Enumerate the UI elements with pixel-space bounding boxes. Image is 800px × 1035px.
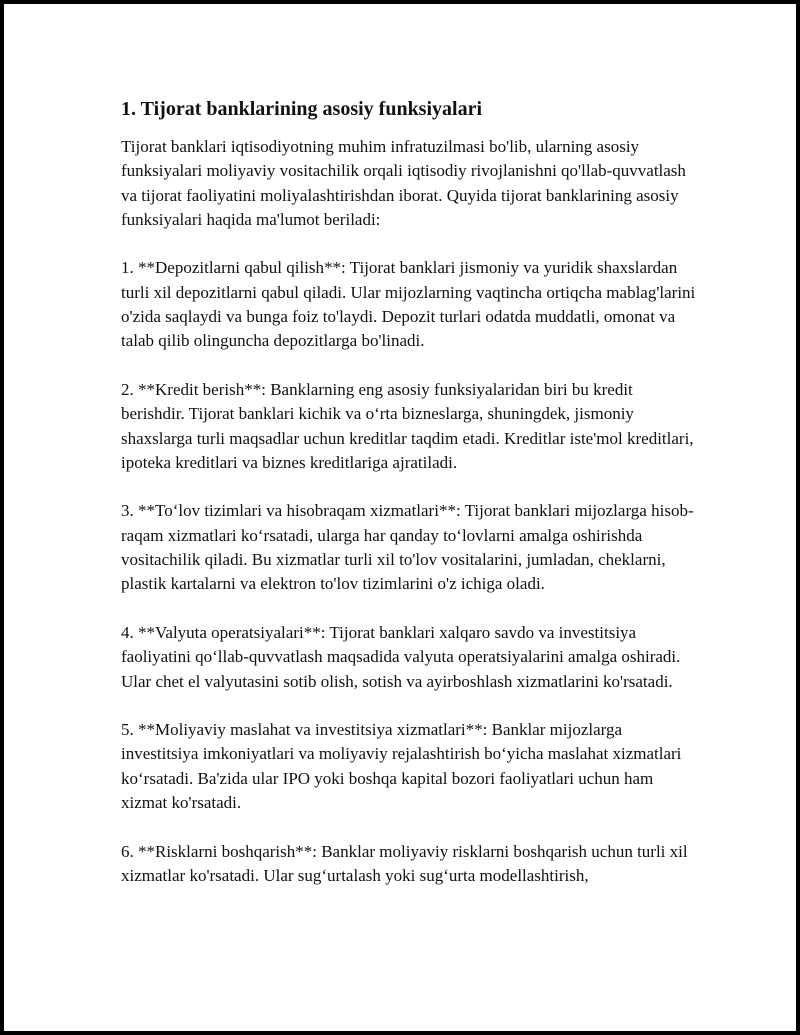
list-item-depozitlar: 1. **Depozitlarni qabul qilish**: Tijorat banklari jismoniy va yuridik shaxslardan turli xil depozitlarni qabul qiladi. Ular mijozlarning vaqtincha ortiqcha mablag'larini o'zida saqlaydi va bunga foiz to'laydi. Depozit turlari odatda muddatli, omonat va talab qilib olinguncha depozitlarga bo'linadi. bbox=[121, 258, 696, 351]
list-item-maslahat: 5. **Moliyaviy maslahat va investitsiya xizmatlari**: Banklar mijozlarga investitsiya imkoniyatlari va moliyaviy rejalashtirish bo‘yicha maslahat xizmatlari ko‘rsatadi. Ba'zida ular IPO yoki boshqa kapital bozori faoliyatlari uchun ham xizmat ko'rsatadi. bbox=[121, 720, 682, 813]
document-title: 1. Tijorat banklarining asosiy funksiyalari bbox=[121, 98, 483, 120]
list-item-kredit: 2. **Kredit berish**: Banklarning eng asosiy funksiyalaridan biri bu kredit berishdir. Tijorat banklari kichik va o‘rta bizneslarga, shuningdek, jismoniy shaxslarga turli maqsadlar uchun kreditlar taqdim etadi. Kreditlar iste'mol kreditlari, ipoteka kreditlari va biznes kreditlariga ajratiladi. bbox=[121, 379, 694, 472]
list-item-valyuta: 4. **Valyuta operatsiyalari**: Tijorat banklari xalqaro savdo va investitsiya faoliyatini qo‘llab-quvvatlash maqsadida valyuta operatsiyalarini amalga oshiradi. Ular chet el valyutasini sotib olish, sotish va ayirboshlash xizmatlarini ko'rsatadi. bbox=[121, 622, 681, 691]
intro-paragraph: Tijorat banklari iqtisodiyotning muhim infratuzilmasi bo'lib, ularning asosiy funksiyalari moliyaviy vositachilik orqali iqtisodiy rivojlanishni qo'llab-quvvatlash va tijorat faoliyatini moliyalashtirishdan iborat. Quyida tijorat banklarining asosiy funksiyalari haqida ma'lumot beriladi: bbox=[121, 137, 686, 229]
list-item-risklar: 6. **Risklarni boshqarish**: Banklar moliyaviy risklarni boshqarish uchun turli xil xizmatlar ko'rsatadi. Ular sug‘urtalash yoki sug‘urta modellashtirish, bbox=[121, 841, 688, 885]
list-item-tolov-tizimlari: 3. **To‘lov tizimlari va hisobraqam xizmatlari**: Tijorat banklari mijozlarga hisob-raqam xizmatlari ko‘rsatadi, ularga har qanday to‘lovlarni amalga oshirishda vositachilik qiladi. Bu xizmatlar turli xil to'lov vositalarini, jumladan, cheklarni, plastik kartalarni va elektron to'lov tizimlarini o'z ichiga oladi. bbox=[121, 501, 694, 594]
document-body bbox=[121, 96, 696, 888]
